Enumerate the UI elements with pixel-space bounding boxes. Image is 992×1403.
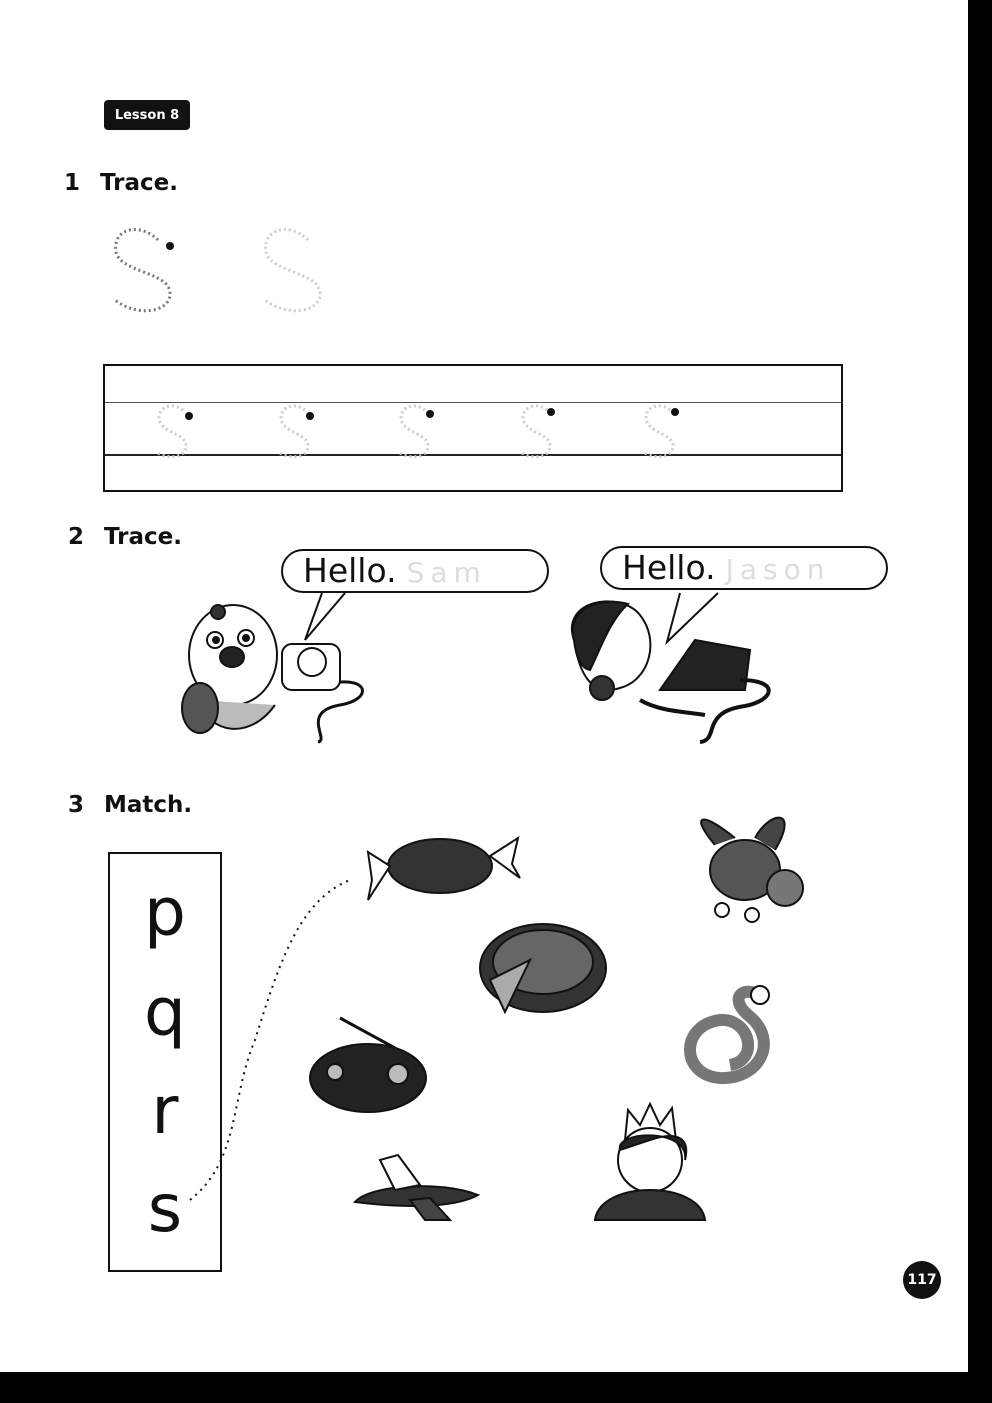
letter-r: r	[151, 1072, 179, 1149]
candy-picture[interactable]	[368, 838, 520, 900]
exercise-instruction: Match.	[104, 792, 193, 818]
exercise-number: 1	[64, 170, 81, 196]
exercise-number: 2	[68, 524, 85, 550]
bubble-text: Hello.	[622, 548, 716, 587]
letter-p: p	[144, 874, 186, 951]
letter-q: q	[144, 974, 186, 1051]
letter-s: s	[147, 1170, 183, 1247]
exercise-instruction: Trace.	[100, 170, 178, 196]
radio-picture[interactable]	[310, 1018, 426, 1112]
lesson-badge: Lesson 8	[104, 100, 190, 130]
plane-picture[interactable]	[355, 1155, 478, 1220]
rabbit-picture[interactable]	[701, 818, 803, 922]
queen-picture[interactable]	[595, 1104, 705, 1220]
exercise-instruction: Trace.	[104, 524, 182, 550]
bubble-text: Hello.	[303, 551, 397, 590]
page-number-badge: 117	[903, 1261, 941, 1299]
pizza-picture[interactable]	[480, 924, 606, 1012]
dotted-match-line	[190, 880, 350, 1200]
bubble-traced-name: Jason	[725, 553, 831, 586]
exercise-number: 3	[68, 792, 85, 818]
snake-picture[interactable]	[690, 986, 769, 1078]
bubble-traced-name: Sam	[406, 556, 487, 589]
